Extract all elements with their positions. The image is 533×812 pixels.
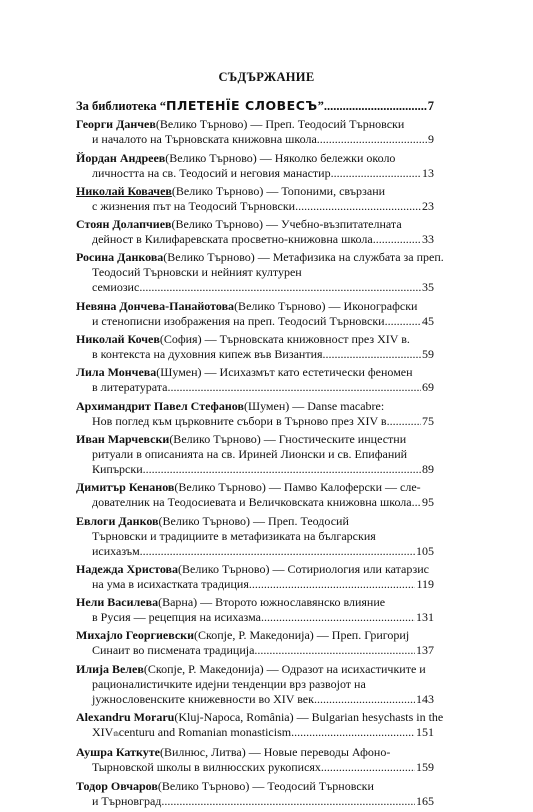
leader-dots (139, 280, 421, 295)
entry-suffix: ” (317, 99, 324, 113)
entry-title-cont: Теодосий Търновски и нейният културен (92, 265, 302, 280)
entry-title: (Велико Търново) — Учебно-възпитателната (171, 217, 402, 232)
entry-title-cont: Търновски и традициите в метафизиката на българския (92, 528, 376, 543)
entry-title: (Шумен) — Danse macabre: (243, 398, 385, 413)
entry-title: (Шумен) — Исихазмът като естетически феномен (156, 365, 413, 380)
toc-entry (76, 745, 434, 775)
toc-entry (76, 514, 434, 559)
author-name: Тодор Овчаров (76, 778, 158, 793)
entry-title-cont: XIV (92, 725, 114, 740)
leader-dots (314, 692, 415, 707)
entry-title-cont: и стенописни изображения на преп. Теодосий Търновски (92, 313, 385, 328)
page-number: 143 (416, 691, 434, 706)
leader-dots (385, 314, 421, 329)
author-name: Стоян Долапчиев (76, 217, 172, 232)
entry-title-cont: с жизнения път на Теодосий Търновски (92, 198, 296, 213)
entry-title-cont: рационалистичките идејни тенденции врз развојот на (92, 676, 366, 691)
author-name: Николай Кочев (76, 332, 160, 347)
entry-title-cont: Кипърски (92, 461, 143, 476)
page-number: 9 (428, 132, 434, 147)
entry-title: (Вилнюс, Литва) — Новые переводы Афоно- (159, 745, 391, 760)
toc-entry (76, 480, 434, 510)
page-number: 131 (416, 610, 434, 625)
author-name: Надежда Христова (76, 561, 178, 576)
page-number: 35 (422, 280, 434, 295)
page-number: 33 (422, 232, 434, 247)
entry-title: (Kluj-Napoca, România) — Bulgarian hesychasts in the (174, 710, 444, 725)
leader-dots (161, 794, 415, 809)
page-number: 69 (422, 380, 434, 395)
toc-entry (76, 662, 434, 707)
author-name: Иван Марчевски (76, 431, 170, 446)
toc-entry (76, 365, 434, 395)
leader-dots (254, 643, 415, 658)
toc-heading: СЪДЪРЖАНИЕ (218, 70, 315, 84)
entry-title-cont: и Търновград (92, 793, 162, 808)
toc-entry (76, 562, 434, 592)
toc-entry (76, 250, 444, 295)
entry-title-cont: в литературата (92, 380, 168, 395)
leader-dots (323, 347, 421, 362)
author-name: Николай Ковачев (76, 183, 172, 198)
author-name: Димитър Кенанов (76, 480, 175, 495)
author-name: Нели Василева (76, 595, 159, 610)
page-number: 151 (416, 725, 434, 740)
entry-title: (Велико Търново) — Памво Калоферски — сле- (174, 480, 421, 495)
author-name: Михајло Георгиевски (76, 628, 195, 643)
entry-title: (Скопје, Р. Македонија) — Преп. Григориј (194, 628, 410, 643)
entry-title-cont: семиозис (92, 280, 140, 295)
page-number: 45 (422, 313, 434, 328)
leader-dots (412, 495, 421, 510)
page-number: 105 (416, 543, 434, 558)
entry-title-cont: јужнословенските книжевности во XIV век (92, 691, 314, 706)
author-name: Георги Данчев (76, 117, 156, 132)
toc-entry (76, 779, 434, 809)
leader-dots (317, 132, 427, 147)
page-number: 119 (416, 576, 434, 591)
entry-title: (Велико Търново) — Иконографски (234, 298, 418, 313)
toc-entry (76, 710, 444, 742)
author-name: Евлоги Данков (76, 513, 159, 528)
entry-title: (Велико Търново) — Преп. Теодосий Търновски (155, 117, 405, 132)
entry-title-cont: ритуали в описанията на св. Ириней Лионски и св. Епифаний (92, 446, 408, 461)
page-number: 75 (422, 413, 434, 428)
entry-title: (Велико Търново) — Сотириология или катарзис (178, 561, 429, 576)
leader-dots (324, 99, 427, 114)
entry-title-cont: Тырновской школы в вилнюсских рукописях (92, 760, 321, 775)
author-name: Илија Велев (76, 661, 144, 676)
author-name: Alexandru Moraru (76, 710, 175, 725)
entry-title: (Велико Търново) — Метафизика на службата за преп. (163, 250, 444, 265)
entry-title: (Велико Търново) — Гностическите инцестни (169, 431, 407, 446)
leader-dots (140, 544, 415, 559)
toc-entry (76, 184, 434, 214)
series-title: ПЛЕТЕНЇЕ СЛОВЕСЪ (166, 98, 318, 113)
toc-entry (76, 217, 434, 247)
page-number: 7 (427, 99, 434, 113)
toc-entry (76, 332, 434, 362)
entry-title-cont: на ума в исихасткатa традиция (92, 576, 249, 591)
entry-title: (Варна) — Второто южнославянско влияние (158, 595, 386, 610)
entry-title-cont: и началото на Търновската книжовна школа (92, 132, 317, 147)
author-name: Йордан Андреев (76, 150, 166, 165)
author-name: Архимандрит Павел Стефанов (76, 398, 244, 413)
entry-prefix: За библиотека “ (76, 99, 166, 113)
page-number: 59 (422, 347, 434, 362)
entry-title-cont: Нов поглед към църковните събори в Търново през XIV в. (92, 413, 390, 428)
page-number: 137 (416, 643, 434, 658)
entry-title: (София) — Търновската книжовност през XIV в. (159, 332, 410, 347)
entry-title: (Велико Търново) — Топоними, свързани (171, 183, 386, 198)
toc-entry (76, 151, 434, 181)
toc-entry (76, 399, 434, 429)
leader-dots (331, 166, 421, 181)
entry-title-cont: в Русия — рецепция на исихазма (92, 610, 261, 625)
entry-title: (Велико Търново) — Теодосий Търновски (157, 778, 374, 793)
entry-title: (Скопје, Р. Македонија) — Одразот на исихастичките и (143, 661, 426, 676)
toc-entry (76, 117, 434, 147)
author-name: Росина Данкова (76, 250, 164, 265)
leader-dots (143, 462, 421, 477)
entry-title-cont: исихазъм (92, 543, 140, 558)
leader-dots (167, 380, 421, 395)
entry-title-cont: Синаит во писмената традиција (92, 643, 255, 658)
leader-dots (249, 577, 416, 592)
table-of-contents (76, 98, 444, 812)
leader-dots (291, 725, 415, 740)
toc-entry (76, 628, 434, 658)
page-number: 23 (422, 198, 434, 213)
toc-entry-library (76, 98, 434, 114)
toc-entry (76, 595, 434, 625)
page-number: 95 (422, 495, 434, 510)
page-number: 159 (416, 760, 434, 775)
entry-title-cont: личността на св. Теодосий и неговия манастир (92, 165, 331, 180)
superscript: th (113, 730, 119, 739)
entry-title-cont: centuru and Romanian monasticism (118, 725, 292, 740)
entry-title-cont: дейност в Килифаревската просветно-книжовна школа (92, 232, 373, 247)
author-name: Лила Мончева (76, 365, 157, 380)
page-number: 13 (422, 165, 434, 180)
author-name: Аушра Каткуте (76, 745, 160, 760)
toc-entry (76, 432, 434, 477)
leader-dots (390, 414, 421, 429)
leader-dots (321, 760, 415, 775)
leader-dots (295, 199, 421, 214)
page-number: 165 (416, 793, 434, 808)
entry-title: (Велико Търново) — Няколко бележки около (165, 150, 396, 165)
entry-title-cont: дователник на Теодосиевата и Величковската книжовна школа (92, 495, 412, 510)
toc-entry (76, 299, 434, 329)
leader-dots (261, 610, 415, 625)
author-name: Невяна Дончева-Панайотова (76, 298, 235, 313)
entry-title: (Велико Търново) — Преп. Теодосий (158, 513, 349, 528)
entry-title-cont: в контекста на духовния кипеж във Византия (92, 347, 323, 362)
page-number: 89 (422, 461, 434, 476)
leader-dots (373, 232, 421, 247)
